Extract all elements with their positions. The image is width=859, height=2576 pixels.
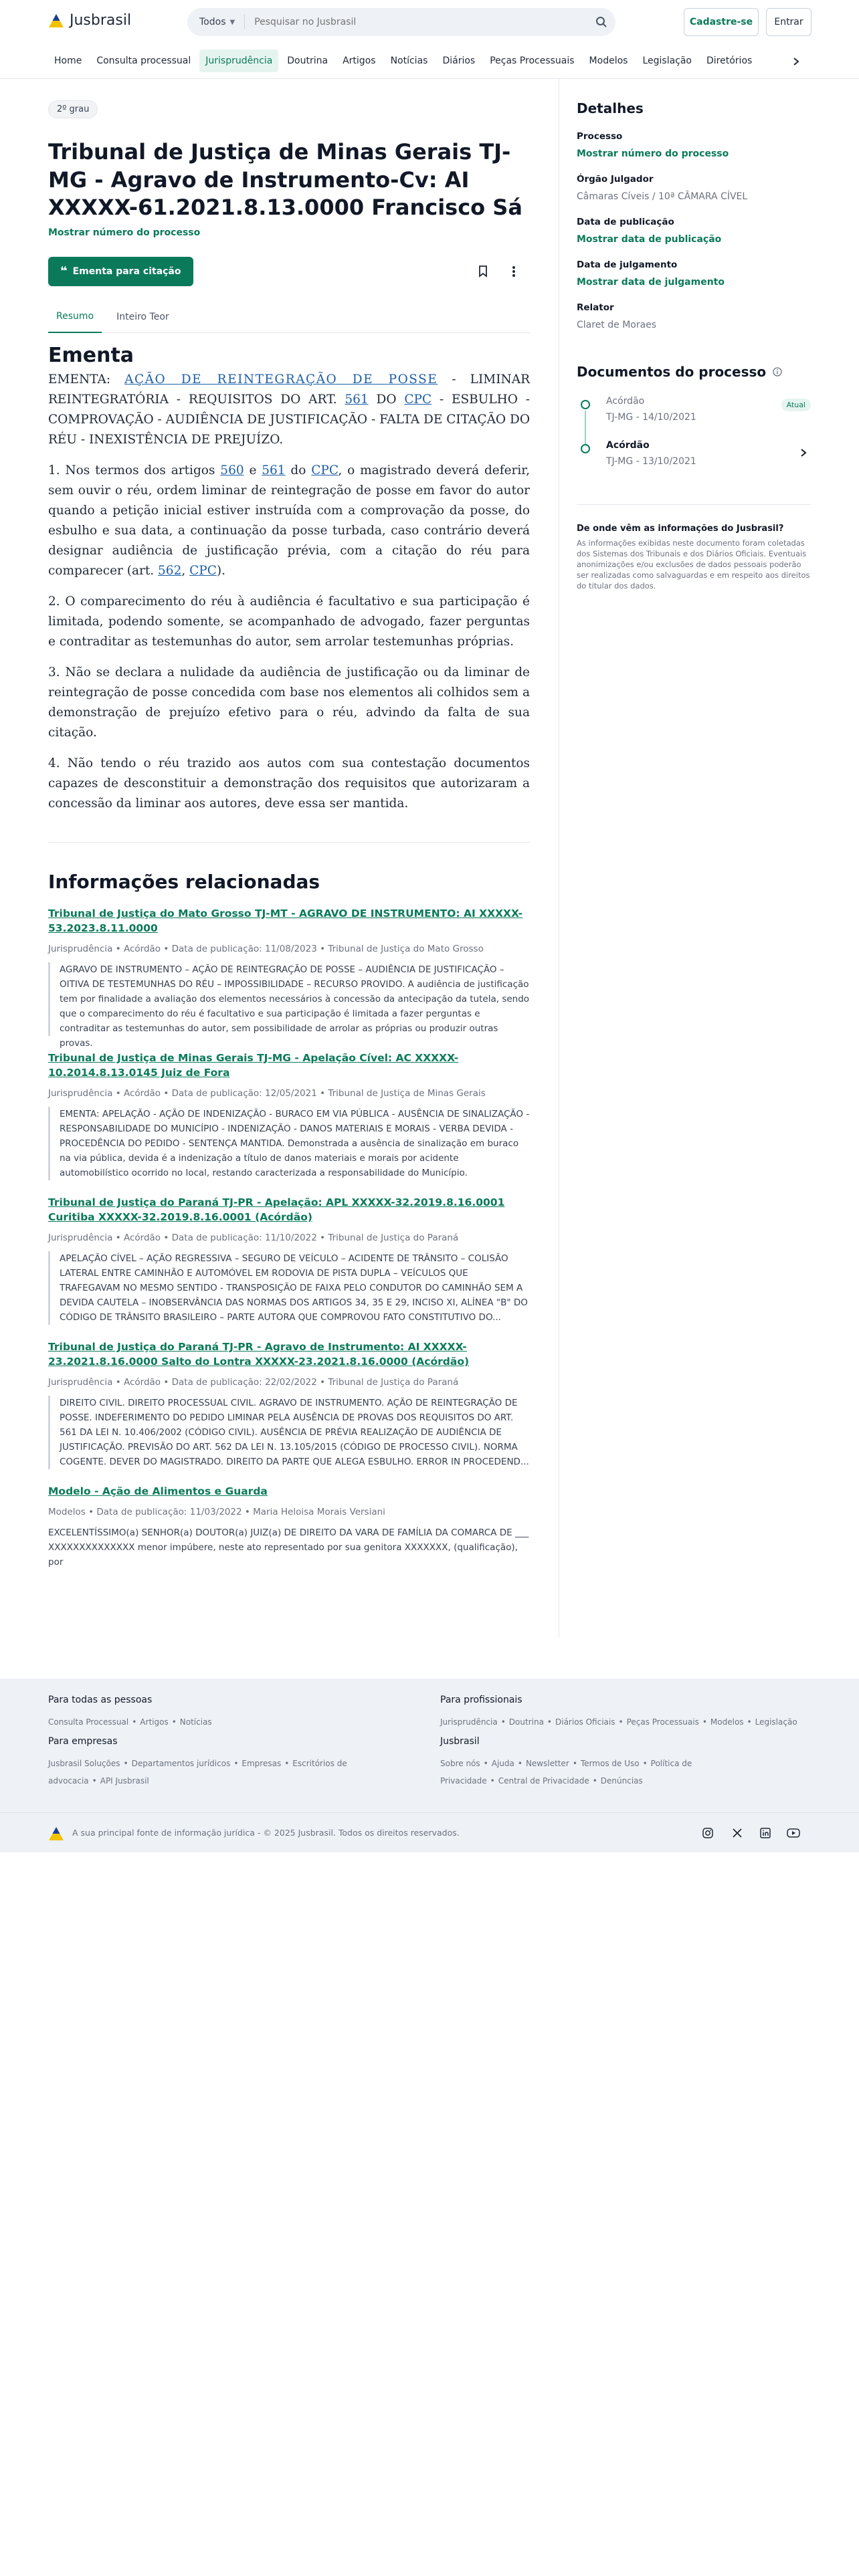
related-item xyxy=(48,1339,530,1469)
nav-item[interactable]: Legislação xyxy=(642,56,692,66)
ementa-text-span: , xyxy=(181,563,190,578)
related-list xyxy=(48,906,530,1570)
timeline-item-title: Acórdão xyxy=(606,440,650,451)
timeline-item-subtitle: TJ-MG - 14/10/2021 xyxy=(606,412,696,423)
footer-link[interactable]: Artigos xyxy=(140,1717,169,1727)
footer-jusbrasil xyxy=(440,1736,775,1790)
bullet-separator: • xyxy=(233,1759,239,1768)
ementa-text-span: - ESBULHO - COMPROVAÇÃO - AUDIÊNCIA DE JUSTIFICAÇÃO - FALTA DE CITAÇÃO DO RÉU - INEXISTÊNCIA DE PREJUÍZO. xyxy=(48,392,531,447)
info-source-text: As informações exibidas neste documento foram coletadas dos Sistemas dos Tribunais e dos Diários Oficiais. Eventuais anonimizações e/ou exclusões de dados pessoais poderão ser realizadas como salvaguardas e em respeito aos direitos do titular dos dados. xyxy=(577,538,810,591)
footer-link[interactable]: Jurisprudência xyxy=(440,1717,498,1727)
footer-link[interactable]: Notícias xyxy=(179,1717,212,1727)
detail-rapporteur xyxy=(577,302,811,330)
bullet-separator: • xyxy=(747,1717,752,1727)
instance-badge: 2º grau xyxy=(48,100,98,118)
jusbrasil-logo-icon xyxy=(48,13,64,28)
jusbrasil-logo[interactable] xyxy=(48,12,131,29)
related-item-title[interactable]: Tribunal de Justiça do Paraná TJ-PR - Agravo de Instrumento: AI XXXXX-23.2021.8.16.0000 Salto do Lontra XXXXX-23.2021.8.16.0000 (Acórdão) xyxy=(48,1340,470,1368)
footer-link[interactable]: Termos de Uso xyxy=(580,1759,640,1768)
footer-link[interactable]: Política de Privacidade xyxy=(440,1759,692,1786)
bullet-separator: • xyxy=(702,1717,707,1727)
cpc-link[interactable]: CPC xyxy=(404,392,432,407)
bullet-separator: • xyxy=(547,1717,552,1727)
art-560-link[interactable]: 560 xyxy=(220,463,244,477)
footer-heading: Para empresas xyxy=(48,1736,118,1747)
current-badge: Atual xyxy=(781,399,811,411)
show-process-number-link[interactable]: Mostrar número do processo xyxy=(48,227,201,238)
show-judgment-date-link[interactable]: Mostrar data de julgamento xyxy=(577,277,725,288)
footer-link[interactable]: Sobre nós xyxy=(440,1759,480,1768)
footer-professionals xyxy=(440,1695,815,1731)
ementa-text-span: e xyxy=(244,463,262,477)
main-content xyxy=(48,100,530,1570)
footer-heading: Para todas as pessoas xyxy=(48,1695,153,1705)
timeline-item[interactable] xyxy=(577,440,811,484)
ementa-paragraph: 2. O comparecimento do réu à audiência é facultativo e sua participação é limitada, podendo somente, se acompanhado de advogado, fazer perguntas e contraditar as testemunhas do autor, sem arrolar testemunhas próprias. xyxy=(48,594,530,649)
footer-bottom xyxy=(0,1812,859,1852)
footer xyxy=(0,1679,859,1852)
detail-value: Claret de Moraes xyxy=(577,320,657,330)
footer-links xyxy=(48,1755,383,1790)
art-561-link[interactable]: 561 xyxy=(345,392,369,407)
footer-link[interactable]: API Jusbrasil xyxy=(100,1776,149,1786)
documents-timeline xyxy=(577,396,811,484)
timeline-item-subtitle: TJ-MG - 13/10/2021 xyxy=(606,456,696,467)
bullet-separator: • xyxy=(123,1759,128,1768)
related-item-meta: Jurisprudência • Acórdão • Data de publicação: 11/08/2023 • Tribunal de Justiça do Mato Grosso xyxy=(48,943,484,954)
footer-links xyxy=(440,1713,815,1731)
nav-item[interactable]: Artigos xyxy=(343,56,376,66)
timeline-line xyxy=(585,411,586,444)
footer-link[interactable]: Escritórios de advocacia xyxy=(48,1759,347,1786)
nav-item[interactable]: Doutrina xyxy=(287,56,328,66)
footer-link[interactable]: Jusbrasil Soluções xyxy=(48,1759,120,1768)
related-item xyxy=(48,1195,530,1325)
footer-link[interactable]: Doutrina xyxy=(508,1717,544,1727)
divider xyxy=(48,842,530,843)
search-scope-select[interactable] xyxy=(187,15,245,29)
signup-button[interactable]: Cadastre-se xyxy=(684,8,759,36)
detail-value: Câmaras Cíveis / 10ª CÂMARA CÍVEL xyxy=(577,191,748,202)
related-heading: Informações relacionadas xyxy=(48,870,320,893)
bookmark-button[interactable] xyxy=(474,262,492,281)
bullet-separator: • xyxy=(618,1717,624,1727)
divider xyxy=(577,504,811,505)
footer-link[interactable]: Peças Processuais xyxy=(626,1717,699,1727)
ementa-citation-label: Ementa para citação xyxy=(72,265,181,277)
detail-label: Data de julgamento xyxy=(577,259,678,270)
process-documents-title: Documentos do processo xyxy=(577,364,767,380)
related-item-meta: Jurisprudência • Acórdão • Data de publicação: 11/10/2022 • Tribunal de Justiça do Paraná xyxy=(48,1232,459,1243)
bullet-separator: • xyxy=(284,1759,290,1768)
footer-people xyxy=(48,1695,423,1731)
bullet-separator: • xyxy=(572,1759,577,1768)
footer-link[interactable]: Diários Oficiais xyxy=(555,1717,615,1727)
related-model-text: EXCELENTÍSSIMO(a) SENHOR(a) DOUTOR(a) JUIZ(a) DE DIREITO DA VARA DE FAMÍLIA DA COMARCA DE ___ XXXXXXXXXXXXXX menor impúbere, neste ato representado por sua genitora XXXXXXX, (qualificação), por xyxy=(48,1527,529,1568)
footer-link[interactable]: Modelos xyxy=(710,1717,744,1727)
footer-heading: Para profissionais xyxy=(440,1695,522,1705)
nav-item[interactable]: Home xyxy=(54,56,82,66)
more-vertical-icon xyxy=(512,265,516,278)
actions-row xyxy=(48,257,530,286)
ementa-paragraph: 3. Não se declara a nulidade da audiência de justificação ou da liminar de reintegração de posse concedida com base nos elementos ali colhidos sem a demonstração de prejuízo efetivo para o réu, advindo da falta de sua citação. xyxy=(48,665,530,740)
page-title: Tribunal de Justiça de Minas Gerais TJ-MG - Agravo de Instrumento-Cv: AI XXXXX-61.2021.8.13.0000 Francisco Sá xyxy=(48,139,522,221)
related-item-meta: Jurisprudência • Acórdão • Data de publicação: 12/05/2021 • Tribunal de Justiça de Minas Gerais xyxy=(48,1087,486,1099)
x-twitter-icon[interactable] xyxy=(731,1826,744,1840)
instagram-icon[interactable] xyxy=(701,1826,714,1840)
copyright-text: A sua principal fonte de informação jurídica - © 2025 Jusbrasil. Todos os direitos reservados. xyxy=(72,1828,460,1838)
more-options-button[interactable] xyxy=(504,262,523,281)
detail-judgment-date xyxy=(577,259,811,288)
bullet-separator: • xyxy=(92,1776,97,1786)
bullet-separator: • xyxy=(592,1776,597,1786)
ementa-paragraph xyxy=(48,370,530,450)
chevron-down-icon: ▼ xyxy=(229,18,235,26)
nav-item[interactable]: Modelos xyxy=(589,56,628,66)
details-panel xyxy=(577,100,811,591)
linkedin-icon[interactable] xyxy=(759,1826,772,1840)
bullet-separator: • xyxy=(642,1759,648,1768)
show-process-number-link[interactable]: Mostrar número do processo xyxy=(577,148,729,159)
nav-item[interactable]: Consulta processual xyxy=(96,56,191,66)
ementa-text-span: 1. Nos termos dos artigos xyxy=(48,463,221,477)
related-item xyxy=(48,906,530,1049)
timeline-dot xyxy=(581,400,590,409)
ementa-text-span: ). xyxy=(216,563,225,578)
footer-link[interactable]: Empresas xyxy=(242,1759,282,1768)
ementa-text-span: EMENTA: xyxy=(48,372,125,387)
details-heading: Detalhes xyxy=(577,100,644,116)
process-documents-heading xyxy=(577,364,811,380)
related-model-title[interactable]: Modelo - Ação de Alimentos e Guarda xyxy=(48,1485,268,1497)
nav-item[interactable]: Diretórios xyxy=(706,56,753,66)
nav-item[interactable]: Notícias xyxy=(390,56,428,66)
detail-label: Órgão Julgador xyxy=(577,174,654,185)
ementa-text-span: DO xyxy=(368,392,405,407)
timeline-dot xyxy=(581,444,590,453)
detail-process xyxy=(577,131,811,159)
nav-scroll-right-button[interactable] xyxy=(784,53,808,70)
footer-links xyxy=(48,1713,423,1731)
cpc-link[interactable]: CPC xyxy=(189,563,217,578)
info-icon[interactable] xyxy=(773,367,782,377)
related-model-meta: Modelos • Data de publicação: 11/03/2022 • Maria Heloisa Morais Versiani xyxy=(48,1506,385,1517)
tab-resumo[interactable]: Resumo xyxy=(48,301,102,333)
detail-publication-date xyxy=(577,217,811,245)
nav-item[interactable]: Peças Processuais xyxy=(490,56,575,66)
related-item-title[interactable]: Tribunal de Justiça de Minas Gerais TJ-MG - Apelação Cível: AC XXXXX-10.2014.8.13.0145 Juiz de Fora xyxy=(48,1051,459,1079)
related-item-title[interactable]: Tribunal de Justiça do Mato Grosso TJ-MT - AGRAVO DE INSTRUMENTO: AI XXXXX-53.2023.8.11.0000 xyxy=(48,907,523,934)
footer-link[interactable]: Ajuda xyxy=(491,1759,514,1768)
related-item xyxy=(48,1051,530,1180)
nav-items xyxy=(48,48,777,74)
search-scope-label: Todos xyxy=(199,17,226,27)
timeline-item-title: Acórdão xyxy=(606,396,645,407)
footer-link[interactable]: Newsletter xyxy=(525,1759,569,1768)
ementa-text xyxy=(48,370,530,814)
logo-text: Jusbrasil xyxy=(70,12,132,29)
document-tabs xyxy=(48,301,530,333)
ementa-text-span: , o magistrado deverá deferir, sem ouvir o réu, ordem liminar de reintegração de posse em favor do autor quando a petição inicial estiver instruída com a comprovação da posse, do esbulho e sua data, a continuação da posse turbada, caso contrário deverá designar audiência de justificação prévia, com a citação do réu para comparecer (art. xyxy=(48,463,531,578)
bullet-separator: • xyxy=(483,1759,488,1768)
main-nav xyxy=(0,43,859,79)
youtube-icon[interactable] xyxy=(787,1826,800,1840)
footer-link[interactable]: Departamentos jurídicos xyxy=(131,1759,231,1768)
related-item-excerpt: DIREITO CIVIL. DIREITO PROCESSUAL CIVIL. AGRAVO DE INSTRUMENTO. AÇÃO DE REINTEGRAÇÃO DE POSSE. INDEFERIMENTO DO PEDIDO LIMINAR PELA AUSÊNCIA DE PROVAS DOS REQUISITOS DO ART. 561 DA LEI N. 10.406/2002 (CÓDIGO CIVIL). AUSÊNCIA DE PRÉVIA REALIZAÇÃO DE AUDIÊNCIA DE JUSTIFICAÇÃO. PREVISÃO DO ART. 562 DA LEI N. 13.105/2015 (CÓDIGO DE PROCESSO CIVIL). NORMA COGENTE. DEVER DO MAGISTRADO. DIREITO DA PARTE QUE ALEGA ESBULHO. ERROR IN PROCEDEND... xyxy=(48,1396,530,1469)
related-item-meta: Jurisprudência • Acórdão • Data de publicação: 22/02/2022 • Tribunal de Justiça do Paraná xyxy=(48,1376,459,1388)
bullet-separator: • xyxy=(500,1717,506,1727)
search-button[interactable] xyxy=(587,8,615,36)
ementa-paragraph xyxy=(48,461,530,581)
info-source-heading: De onde vêm as informações do Jusbrasil? xyxy=(577,524,784,534)
footer-link[interactable]: Consulta Processual xyxy=(48,1717,129,1727)
quote-icon: ❝ xyxy=(60,263,68,278)
search-bar xyxy=(187,8,615,36)
bullet-separator: • xyxy=(171,1717,177,1727)
detail-label: Relator xyxy=(577,302,614,313)
login-button[interactable]: Entrar xyxy=(766,8,812,36)
related-item-excerpt: EMENTA: APELAÇÃO - AÇÃO DE INDENIZAÇÃO - BURACO EM VIA PÚBLICA - AUSÊNCIA DE SINALIZAÇÃO - RESPONSABILIDADE DO MUNICÍPIO - INDENIZAÇÃO - DANOS MATERIAIS E MORAIS - VERBA DEVIDA - PROCEDÊNCIA DO PEDIDO - SENTENÇA MANTIDA. Demonstrada a ausência de sinalização em buraco na via pública, devida é a indenização a título de danos materiais e morais por acidente automobilístico ocorrido no local, restando caracterizada a responsabilidade do Município. xyxy=(48,1107,530,1180)
related-item-excerpt: APELAÇÃO CÍVEL – AÇÃO REGRESSIVA – SEGURO DE VEÍCULO – ACIDENTE DE TRÂNSITO – COLISÃO LATERAL ENTRE CAMINHÃO E AUTOMÓVEL EM RODOVIA DE PISTA DUPLA – VEÍCULOS QUE TRAFEGAVAM NO MESMO SENTIDO - TRANSPOSIÇÃO DE FAIXA PELO CONDUTOR DO CAMINHÃO SEM A DEVIDA CAUTELA – INOBSERVÂNCIA DAS NORMAS DOS ARTIGOS 34, 35 E 29, INCISO XI, ALÍNEA "B" DO CÓDIGO DE TRÂNSITO BRASILEIRO – PARTE AUTORA QUE COMPROVOU FATO CONSTITUTIVO DO... xyxy=(48,1251,530,1325)
ementa-citation-button[interactable] xyxy=(48,257,193,286)
detail-label: Processo xyxy=(577,131,623,142)
ementa-text-span: - LIMINAR REINTEGRATÓRIA - REQUISITOS DO ART. xyxy=(48,372,530,407)
ementa-heading: Ementa xyxy=(48,343,134,367)
reintegracao-link[interactable]: AÇÃO DE REINTEGRAÇÃO DE POSSE xyxy=(124,372,438,387)
footer-link[interactable]: Denúncias xyxy=(600,1776,643,1786)
timeline-item-current xyxy=(577,396,811,440)
related-model-item xyxy=(48,1484,530,1570)
ementa-text-span: do xyxy=(285,463,312,477)
bullet-separator: • xyxy=(490,1776,495,1786)
jusbrasil-logo-icon xyxy=(48,1826,64,1841)
nav-item[interactable]: Jurisprudência xyxy=(199,49,278,72)
footer-heading: Jusbrasil xyxy=(440,1736,480,1747)
footer-links xyxy=(440,1755,775,1790)
footer-business xyxy=(48,1736,383,1790)
detail-label: Data de publicação xyxy=(577,217,674,227)
tab-inteiro-teor[interactable]: Inteiro Teor xyxy=(116,311,169,322)
detail-court xyxy=(577,174,811,202)
top-bar xyxy=(0,0,859,43)
cpc-link[interactable]: CPC xyxy=(311,463,339,477)
related-item-excerpt: AGRAVO DE INSTRUMENTO – AÇÃO DE REINTEGRAÇÃO DE POSSE – AUDIÊNCIA DE JUSTIFICAÇÃO – OITIVA DE TESTEMUNHAS DO RÉU – IMPOSSIBILIDADE – RECURSO PROVIDO. A audiência de justificação tem por finalidade a avaliação dos elementos necessários à concessão da antecipação da tutela, sendo que o comparecimento do réu é facultativo e sua participação é limitada a fazer perguntas e contraditar as testemunhas do autor, sem possibilidade de arrolar as próprias ou produzir outras provas. xyxy=(48,962,530,1036)
chevron-right-icon xyxy=(800,448,807,457)
search-icon xyxy=(595,16,607,28)
bullet-separator: • xyxy=(517,1759,522,1768)
bookmark-icon xyxy=(478,265,488,278)
footer-link[interactable]: Central de Privacidade xyxy=(498,1776,589,1786)
show-publication-date-link[interactable]: Mostrar data de publicação xyxy=(577,234,722,245)
related-item-title[interactable]: Tribunal de Justiça do Paraná TJ-PR - Apelação: APL XXXXX-32.2019.8.16.0001 Curitiba XXXXX-32.2019.8.16.0001 (Acórdão) xyxy=(48,1196,505,1223)
art-561-link[interactable]: 561 xyxy=(262,463,286,477)
footer-link[interactable]: Legislação xyxy=(755,1717,797,1727)
ementa-paragraph: 4. Não tendo o réu trazido aos autos com sua contestação documentos capazes de desconstituir a demonstração dos requisitos que autorizaram a concessão da liminar aos autores, deve essa ser mantida. xyxy=(48,756,530,811)
chevron-right-icon xyxy=(793,57,799,66)
nav-item[interactable]: Diários xyxy=(442,56,476,66)
bullet-separator: • xyxy=(132,1717,137,1727)
art-562-link[interactable]: 562 xyxy=(158,563,182,578)
search-input[interactable] xyxy=(245,17,587,27)
